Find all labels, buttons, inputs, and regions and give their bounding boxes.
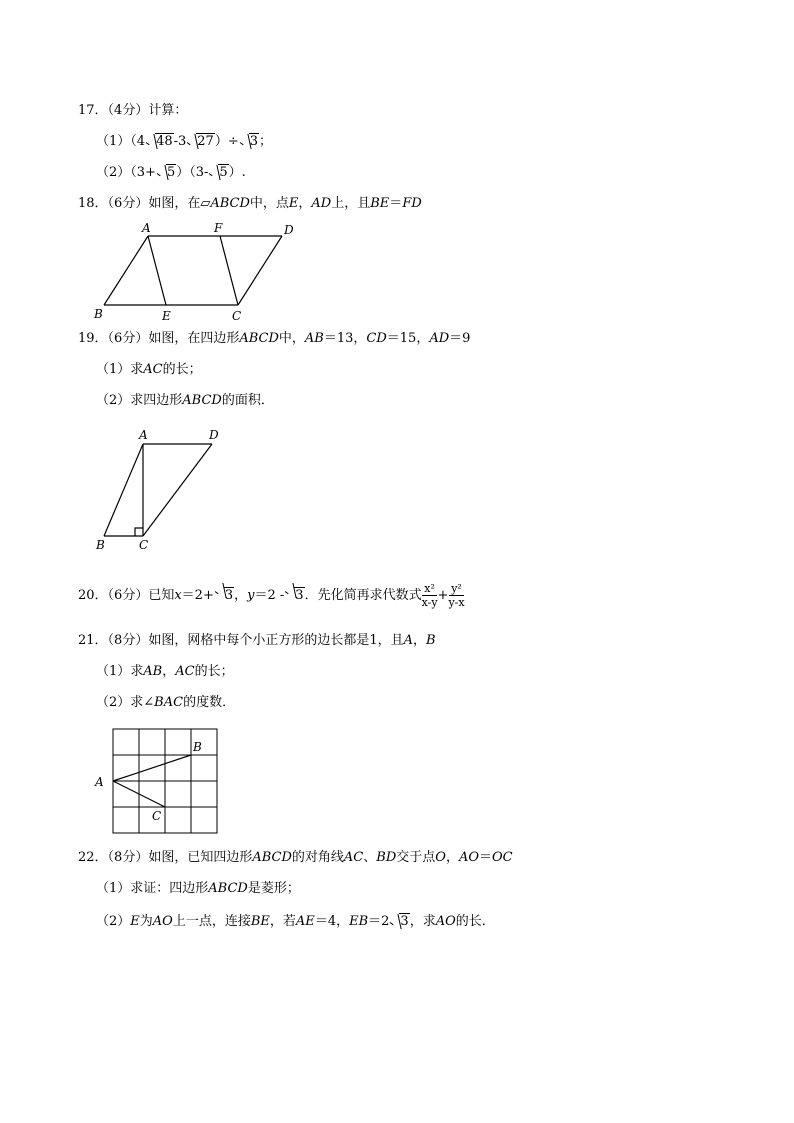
q22-o: O	[435, 850, 446, 865]
q18-on: 上，且	[331, 196, 371, 211]
q18-fd: FD	[402, 196, 422, 211]
q20-fraction-1	[422, 582, 438, 609]
q20-f1-num: x²	[424, 582, 435, 595]
parallelogram-symbol: ▱	[200, 196, 211, 211]
q19-p2-end: 的面积．	[221, 393, 274, 408]
q22-p2-ae-val: ＝4，	[314, 914, 350, 929]
sqrt-5-a	[157, 164, 176, 182]
q19-stem-pre: 19．（6分）如图，在四边形	[78, 331, 240, 346]
q22-stem-pre: 22．（8分）如图，已知四边形	[78, 850, 253, 865]
q21-part1	[96, 663, 234, 681]
q19-stem	[78, 330, 470, 348]
q21-p1-ab: AB	[143, 664, 163, 679]
q21-p2-pre: （2）求∠	[96, 695, 155, 710]
q22-oc: OC	[492, 850, 513, 865]
q19-stem-mid: 中，	[278, 331, 305, 346]
q20-sqrt-3-a-radicand: 3	[224, 588, 234, 603]
q22-sqrt-3	[390, 913, 409, 931]
sqrt-5-b	[209, 164, 228, 182]
q19-part2	[96, 392, 274, 410]
q22-p1-pre: （1）求证：四边形	[96, 881, 209, 896]
q20-x-val: ＝2+	[181, 588, 214, 603]
q19-cd-val: ＝15，	[386, 331, 430, 346]
q22-p2-mid: 为	[139, 914, 153, 929]
q17-p1-mid: -3	[173, 134, 187, 149]
q19-label-c: C	[139, 538, 149, 552]
q22-p2-ao2: AO	[435, 914, 456, 929]
sqrt-48-radicand: 48	[156, 134, 173, 149]
q19-ad: AD	[429, 331, 450, 346]
q22-p1-end: 是菱形；	[247, 881, 300, 896]
q19-ab: AB	[304, 331, 324, 346]
q19-cd: CD	[366, 331, 387, 346]
q20-f2-num: y²	[451, 582, 462, 595]
q19-ad-val: ＝9	[449, 331, 471, 346]
q17-p2-mid: ）（3-	[176, 165, 209, 180]
sqrt-3-radicand: 3	[249, 134, 259, 149]
q20-y-val: ＝2 -	[254, 588, 285, 603]
q18-stem	[78, 195, 422, 213]
q21-p1-pre: （1）求	[96, 664, 144, 679]
q20-f2-den: y-x	[448, 596, 465, 609]
q19-p1-ac: AC	[143, 362, 163, 377]
q22-part2	[96, 913, 495, 931]
q21-b: B	[426, 633, 436, 648]
q22-sep: ，	[445, 850, 459, 865]
q22-p2-eb: EB	[349, 914, 369, 929]
q18-segment-fc	[220, 236, 238, 305]
q20-fraction-2	[448, 582, 464, 609]
q20-sqrt-3-a	[215, 582, 234, 610]
q17-part1	[96, 133, 272, 151]
q20-tail: ．先化简再求代数式	[304, 588, 422, 603]
sqrt-27	[187, 133, 215, 151]
q22-ac: AC	[343, 850, 364, 865]
sqrt-3	[240, 133, 259, 151]
q22-eq: ＝	[479, 850, 493, 865]
q22-p2-end: 的长．	[455, 914, 495, 929]
q22-stem-mid: 的对角线	[291, 850, 344, 865]
q21-a: A	[403, 633, 413, 648]
q17-p1-div: ）÷	[214, 134, 239, 149]
sqrt-5-b-radicand: 5	[219, 165, 228, 180]
q17-p1-end: ；	[259, 134, 273, 149]
q17-p1-pre: （1）（	[96, 134, 137, 149]
q21-stem	[78, 632, 436, 650]
q18-abcd: ABCD	[210, 196, 250, 211]
q18-sep: ，	[298, 196, 312, 211]
q22-part1	[96, 880, 300, 898]
q19-ab-val: ＝13，	[323, 331, 367, 346]
q22-bd: BD	[376, 850, 397, 865]
sqrt-48	[146, 133, 174, 151]
q22-stem-mid2: 交于点	[396, 850, 436, 865]
q22-ao: AO	[458, 850, 479, 865]
q19-side-dc	[143, 444, 212, 536]
q20-sqrt-3-b-radicand: 3	[295, 588, 304, 603]
q21-sep: ，	[412, 633, 426, 648]
q22-p1-abcd: ABCD	[208, 881, 248, 896]
q19-label-a: A	[139, 428, 148, 442]
q22-p2-ao: AO	[152, 914, 173, 929]
q21-p1-ac: AC	[175, 664, 195, 679]
q20-stem	[78, 582, 465, 610]
q19-p2-abcd: ABCD	[182, 393, 222, 408]
sqrt-5-a-radicand: 5	[166, 165, 176, 180]
q19-p2-pre: （2）求四边形	[96, 393, 183, 408]
q20-pre: 20．（6分）已知	[78, 588, 175, 603]
q22-dun: 、	[363, 850, 377, 865]
q19-label-b: B	[96, 538, 105, 552]
q21-p2-bac: BAC	[154, 695, 184, 710]
q22-p2-e: E	[130, 914, 140, 929]
sqrt-27-radicand: 27	[197, 134, 214, 149]
q22-p2-pre: （2）	[96, 914, 131, 929]
q17-p1-c1: 4	[136, 134, 146, 149]
q22-p2-mid4: ，求	[409, 914, 436, 929]
q19-side-ab	[104, 444, 143, 536]
q18-ad: AD	[311, 196, 332, 211]
q17-stem	[78, 102, 187, 120]
q18-label-e: E	[162, 309, 171, 323]
q18-num: 18．（6分）如图，在	[78, 196, 201, 211]
q18-e: E	[288, 196, 299, 211]
q22-p2-mid3: ，若	[269, 914, 296, 929]
q20-f1-den: x-y	[421, 596, 438, 609]
q22-p2-eb-val: ＝2	[368, 914, 390, 929]
q18-segment-ae	[148, 236, 166, 305]
q22-stem	[78, 849, 513, 867]
q18-be: BE	[370, 196, 390, 211]
q17-p2-end: ）.	[228, 165, 246, 180]
q18-label-f: F	[214, 221, 223, 235]
q18-side-dc	[238, 236, 282, 305]
q18-label-b: B	[94, 307, 103, 321]
q18-mid: 中，点	[249, 196, 289, 211]
q17-stem-text: 17．（4分）计算：	[78, 103, 188, 118]
q19-label-d: D	[209, 428, 219, 442]
q19-p1-end: 的长；	[162, 362, 202, 377]
q21-label-a: A	[95, 775, 104, 789]
q19-figure	[92, 425, 232, 555]
q21-segment-ab	[113, 755, 191, 781]
q21-p1-end: 的长；	[194, 664, 234, 679]
q21-grid-figure	[90, 724, 230, 836]
q22-p2-mid2: 上一点，连接	[172, 914, 251, 929]
q20-plus: +	[437, 588, 449, 603]
q19-p1-pre: （1）求	[96, 362, 144, 377]
q17-part2	[96, 164, 246, 182]
q20-sqrt-3-b	[285, 582, 304, 610]
q22-abcd: ABCD	[252, 850, 292, 865]
q22-sqrt-3-radicand: 3	[400, 914, 409, 929]
q21-p1-sep: ，	[162, 664, 176, 679]
q18-label-c: C	[232, 309, 242, 323]
q22-p2-ae: AE	[295, 914, 315, 929]
q21-label-b: B	[193, 740, 202, 754]
q19-part1	[96, 361, 202, 379]
q17-p2-pre: （2）（3+	[96, 165, 156, 180]
q18-side-ab	[104, 236, 148, 305]
q19-abcd: ABCD	[239, 331, 279, 346]
q20-sep: ，	[234, 588, 248, 603]
q21-part2	[96, 694, 235, 712]
q21-stem-pre: 21．（8分）如图，网格中每个小正方形的边长都是1，且	[78, 633, 404, 648]
q18-figure	[90, 218, 320, 324]
q21-p2-end: 的度数．	[183, 695, 236, 710]
q18-label-a: A	[142, 221, 151, 235]
q22-p2-be: BE	[250, 914, 270, 929]
q20-x: x	[174, 588, 182, 603]
q19-right-angle-mark	[135, 528, 143, 536]
q18-label-d: D	[284, 223, 294, 237]
q20-y: y	[247, 588, 255, 603]
q21-label-c: C	[152, 809, 162, 823]
q18-eq: ＝	[389, 196, 403, 211]
